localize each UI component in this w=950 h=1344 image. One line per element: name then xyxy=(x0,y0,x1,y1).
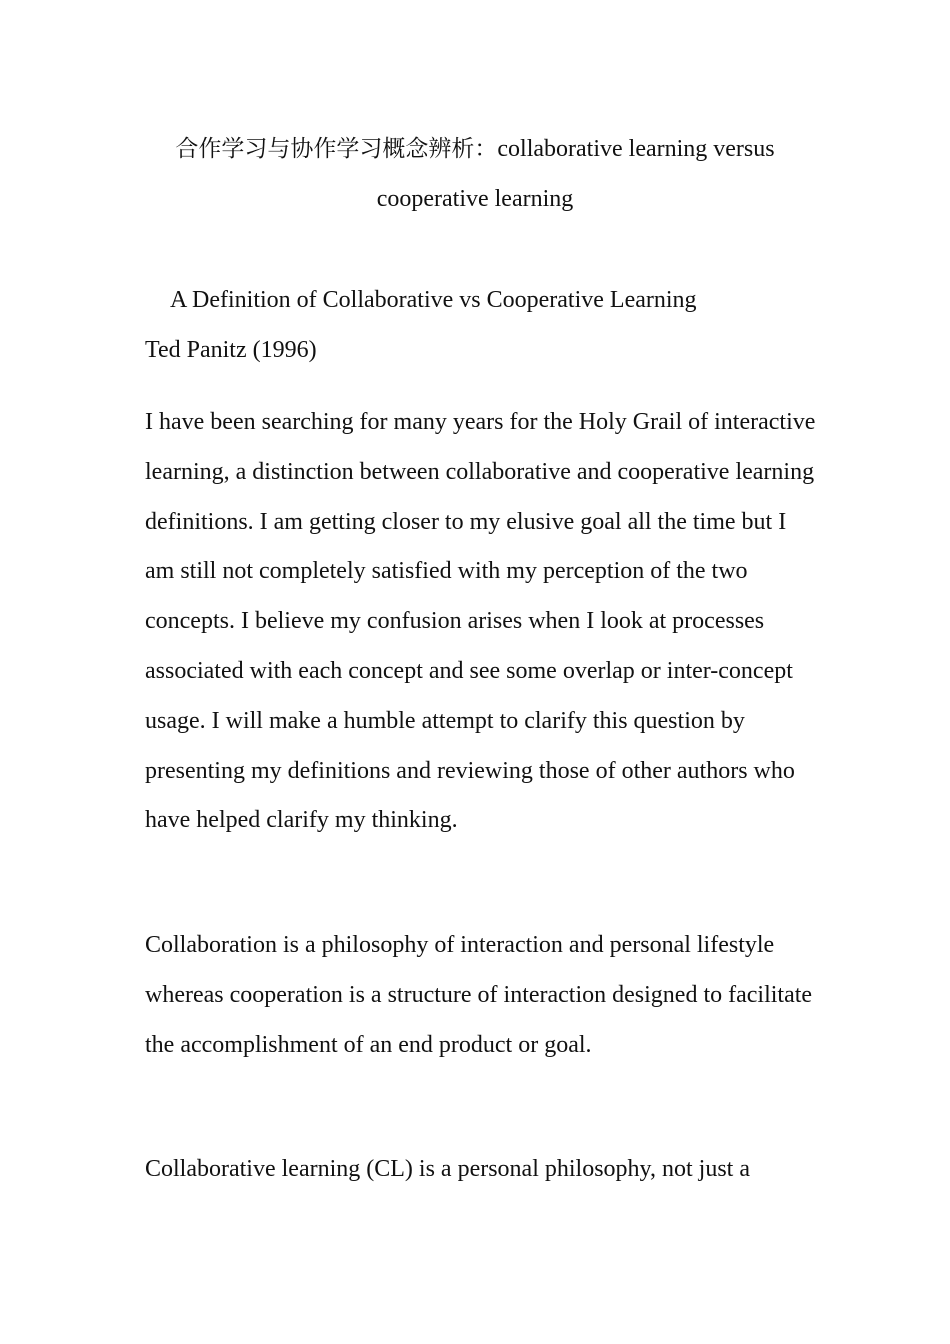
title-chinese: 合作学习与协作学习概念辨析： xyxy=(175,136,498,162)
article-author: Ted Panitz (1996) xyxy=(145,337,317,363)
document-title xyxy=(140,124,810,224)
title-english: collaborative learning versus cooperative learning xyxy=(376,136,775,212)
body-paragraph: Collaborative learning (CL) is a personal philosophy, not just a xyxy=(145,1156,750,1182)
body-paragraph: Collaboration is a philosophy of interaction and personal lifestyle whereas cooperation is a structure of interaction designed to facilitate the accomplishment of an end product or goal. xyxy=(145,932,813,1058)
body-paragraph: I have been searching for many years for the Holy Grail of interactive learning, a distinction between collaborative and cooperative learning definitions. I am getting closer to my elusive goal all the time but I am still not completely satisfied with my perception of the two concepts. I believe my confusion arises when I look at processes associated with each concept and see some overlap or inter-concept usage. I will make a humble attempt to clarify this question by presenting my definitions and reviewing those of other authors who have helped clarify my thinking. xyxy=(145,409,816,834)
article-subtitle: A Definition of Collaborative vs Cooperative Learning xyxy=(170,287,697,313)
